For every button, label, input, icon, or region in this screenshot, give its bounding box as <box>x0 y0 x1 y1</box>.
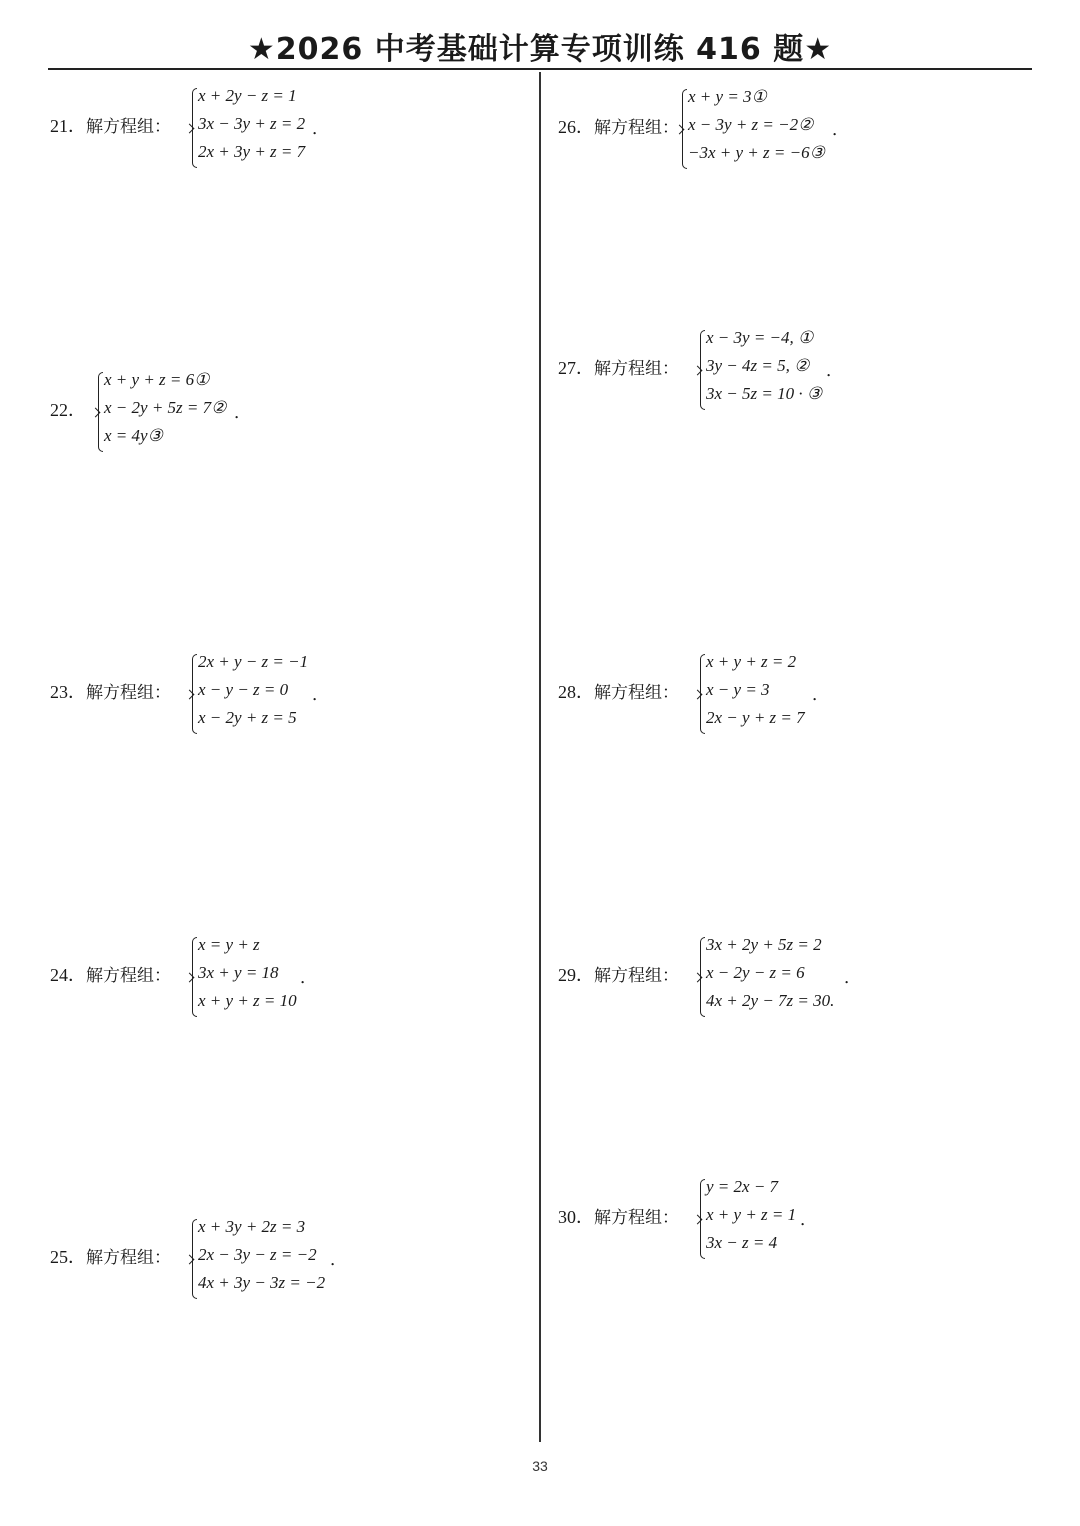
equation-1: x − 3y = −4, ① <box>706 328 814 347</box>
equation-2: x − y = 3 <box>706 680 770 699</box>
equation-3: 4x + 2y − 7z = 30. <box>706 991 835 1010</box>
equation-3: x + y + z = 10 <box>198 991 297 1010</box>
problem-25 <box>50 1217 520 1307</box>
system-brace <box>700 937 705 1017</box>
system-brace <box>98 372 103 452</box>
equation-2: 3x − 3y + z = 2 <box>198 114 306 133</box>
problem-number: 25． <box>50 1247 86 1267</box>
header-rule <box>48 68 1032 70</box>
equation-3: −3x + y + z = −6③ <box>688 143 825 162</box>
problem-30 <box>558 1177 1028 1267</box>
equation-1: x + y + z = 6① <box>104 370 210 389</box>
equation-2: x − 2y + 5z = 7② <box>104 398 227 417</box>
equation-1: 2x + y − z = −1 <box>198 652 309 671</box>
equation-3: 4x + 3y − 3z = −2 <box>198 1273 326 1292</box>
equation-3: 2x + 3y + z = 7 <box>198 142 306 161</box>
system-brace <box>192 1219 197 1299</box>
equation-2: x + y + z = 1 <box>706 1205 797 1224</box>
equation-2: 3y − 4z = 5, ② <box>706 356 810 375</box>
problem-number: 29． <box>558 965 594 985</box>
equation-2: 2x − 3y − z = −2 <box>198 1245 317 1264</box>
problem-label: 解方程组： <box>594 1208 679 1228</box>
equation-1: x = y + z <box>198 935 260 954</box>
system-brace <box>192 654 197 734</box>
problem-period: ． <box>312 119 329 138</box>
problem-24 <box>50 935 520 1025</box>
problem-number: 28． <box>558 682 594 702</box>
equation-2: 3x + y = 18 <box>198 963 279 982</box>
problem-period: ． <box>832 120 849 139</box>
problem-period: ． <box>312 685 329 704</box>
problem-label: 解方程组： <box>594 683 679 703</box>
system-brace <box>700 330 705 410</box>
system-brace <box>192 88 197 168</box>
problem-29 <box>558 935 1028 1025</box>
problem-28 <box>558 652 1028 742</box>
problem-23 <box>50 652 520 742</box>
equation-2: x − y − z = 0 <box>198 680 289 699</box>
equation-1: x + y = 3① <box>688 87 767 106</box>
problem-period: ． <box>812 685 829 704</box>
system-brace <box>192 937 197 1017</box>
column-divider <box>539 72 541 1442</box>
equation-3: 3x − 5z = 10 · ③ <box>706 384 823 403</box>
system-brace <box>682 89 687 169</box>
problem-label: 解方程组： <box>594 118 679 138</box>
problem-label: 解方程组： <box>86 966 171 986</box>
problem-period: ． <box>844 968 861 987</box>
problem-period: ． <box>826 361 843 380</box>
system-brace <box>700 654 705 734</box>
problem-period: ． <box>330 1250 347 1269</box>
problem-number: 21． <box>50 116 86 136</box>
problem-label: 解方程组： <box>86 1248 171 1268</box>
problem-label: 解方程组： <box>594 966 679 986</box>
equation-2: x − 3y + z = −2② <box>688 115 814 134</box>
problem-label: 解方程组： <box>86 683 171 703</box>
problem-number: 26． <box>558 117 594 137</box>
page-number: 33 <box>532 1458 548 1474</box>
equation-3: x − 2y + z = 5 <box>198 708 297 727</box>
problem-period: ． <box>234 403 251 422</box>
problem-27 <box>558 328 1028 418</box>
equation-1: x + 3y + 2z = 3 <box>198 1217 306 1236</box>
equation-3: 2x − y + z = 7 <box>706 708 805 727</box>
problem-number: 27． <box>558 358 594 378</box>
equation-1: y = 2x − 7 <box>706 1177 779 1196</box>
problem-period: ． <box>800 1210 817 1229</box>
problem-label: 解方程组： <box>86 117 171 137</box>
system-brace <box>700 1179 705 1259</box>
equation-3: 3x − z = 4 <box>706 1233 778 1252</box>
equation-3: x = 4y③ <box>104 426 163 445</box>
equation-1: x + 2y − z = 1 <box>198 86 297 105</box>
equation-1: x + y + z = 2 <box>706 652 797 671</box>
problem-21 <box>50 86 520 176</box>
problem-26 <box>558 87 1028 177</box>
page-title: ★2026 中考基础计算专项训练 416 题★ <box>247 32 833 67</box>
problem-22 <box>50 370 520 460</box>
equation-1: 3x + 2y + 5z = 2 <box>706 935 822 954</box>
problem-number: 22． <box>50 400 86 420</box>
problem-label: 解方程组： <box>594 359 679 379</box>
problem-number: 23． <box>50 682 86 702</box>
problem-number: 30． <box>558 1207 594 1227</box>
problem-period: ． <box>300 968 317 987</box>
equation-2: x − 2y − z = 6 <box>706 963 805 982</box>
problem-number: 24． <box>50 965 86 985</box>
